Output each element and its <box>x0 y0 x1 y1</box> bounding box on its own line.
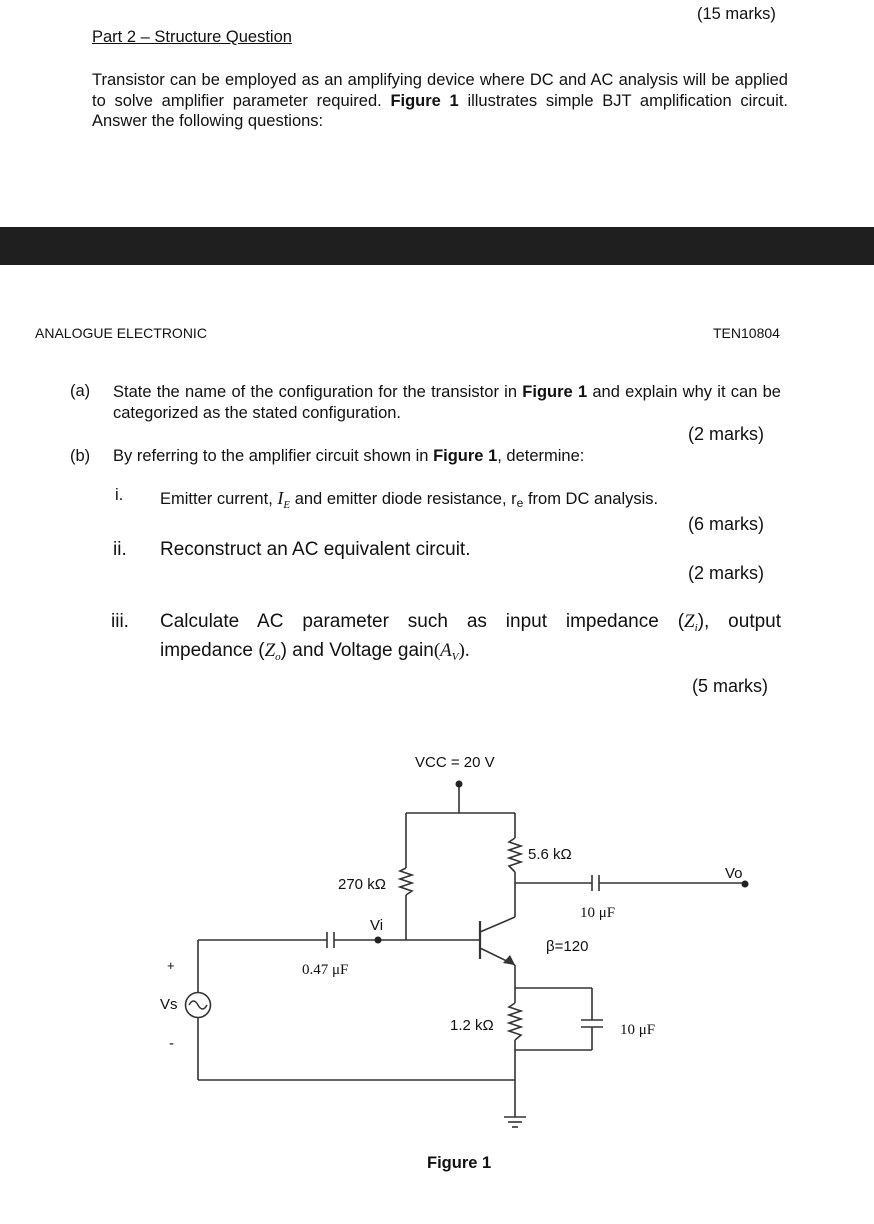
resistor-rb <box>400 868 412 895</box>
question-a-marks: (2 marks) <box>688 424 764 444</box>
vo-terminal <box>742 881 749 888</box>
figure-caption: Figure 1 <box>427 1154 492 1172</box>
question-b-ii-marks: (2 marks) <box>688 563 764 583</box>
source-plus: + <box>167 958 175 973</box>
question-b-iii-label: iii. <box>111 611 129 632</box>
question-b-iii-line1-b: ), output <box>697 611 782 632</box>
question-b-label: (b) <box>70 447 91 465</box>
question-b-iii-line2-b: ) and Voltage gain <box>280 640 434 661</box>
header-course: ANALOGUE ELECTRONIC <box>35 325 207 341</box>
vcc-label: VCC = 20 V <box>415 754 495 771</box>
rb-label: 270 kΩ <box>338 876 386 893</box>
ac-source-icon <box>186 993 211 1018</box>
beta-label: β=120 <box>546 938 589 955</box>
vo-label: Vo <box>725 865 743 882</box>
source-minus: - <box>169 1035 174 1052</box>
total-marks: (15 marks) <box>697 5 776 23</box>
question-b-i-text-1: Emitter current, <box>160 490 273 508</box>
capacitor-bypass <box>581 1020 603 1027</box>
question-b-i-label: i. <box>115 486 124 504</box>
input-impedance-subscript: i <box>694 622 698 634</box>
re-label: 1.2 kΩ <box>450 1017 494 1034</box>
question-a-label: (a) <box>70 382 91 400</box>
question-b-i-text-3: from DC analysis. <box>527 490 659 508</box>
voltage-gain-open-paren: ( <box>433 640 441 661</box>
re-subscript: e <box>516 496 524 510</box>
question-b-text-1: By referring to the amplifier circuit shown in <box>113 447 429 465</box>
output-impedance-symbol: Z <box>264 640 276 661</box>
emitter-current-subscript: E <box>283 499 291 511</box>
voltage-gain-close: ). <box>458 640 470 661</box>
capacitor-output <box>592 875 599 891</box>
c-e-label: 10 μF <box>620 1022 656 1038</box>
question-b-iii-line1-a: Calculate AC parameter such as input impedance ( <box>160 611 685 632</box>
question-a-text-2: and explain why it can be categorized as the stated configuration. <box>113 383 781 422</box>
question-b-iii-marks: (5 marks) <box>692 676 768 696</box>
output-impedance-subscript: o <box>275 651 281 663</box>
rc-label: 5.6 kΩ <box>528 846 572 863</box>
question-b-iii-line2-a: impedance ( <box>160 640 265 661</box>
question-b-i-marks: (6 marks) <box>688 514 764 534</box>
intro-text-2: illustrates simple BJT amplification circuit. Answer the following questions: <box>92 91 788 130</box>
question-b-ii-text: Reconstruct an AC equivalent circuit. <box>160 539 471 560</box>
intro-text-1: Transistor can be employed as an amplifying device where DC and AC analysis will be applied to solve amplifier parameter required. <box>92 71 788 110</box>
vi-label: Vi <box>370 917 384 934</box>
question-a-text-1: State the name of the configuration for the transistor in <box>113 383 518 401</box>
vs-label: Vs <box>160 996 178 1013</box>
question-b-i-text-2: and emitter diode resistance, r <box>294 490 517 508</box>
resistor-rc <box>509 838 521 872</box>
question-a-figure-ref: Figure 1 <box>522 383 588 401</box>
header-code: TEN10804 <box>713 325 780 341</box>
c-in-label: 0.47 μF <box>302 962 349 978</box>
question-b-figure-ref: Figure 1 <box>433 447 498 465</box>
capacitor-input <box>327 932 334 948</box>
vcc-terminal <box>456 781 463 788</box>
question-b-ii-label: ii. <box>113 539 127 560</box>
intro-figure-ref: Figure 1 <box>390 91 459 110</box>
voltage-gain-subscript: V <box>451 651 459 663</box>
input-impedance-symbol: Z <box>684 611 695 632</box>
emitter-current-symbol: I <box>277 488 284 508</box>
question-b-text-2: , determine: <box>497 447 585 465</box>
circuit-wires <box>198 783 745 1127</box>
c-out-label: 10 μF <box>580 905 616 921</box>
voltage-gain-symbol: A <box>440 640 452 661</box>
vi-node <box>375 937 382 944</box>
section-title: Part 2 – Structure Question <box>92 28 292 46</box>
resistor-re <box>509 1003 521 1040</box>
